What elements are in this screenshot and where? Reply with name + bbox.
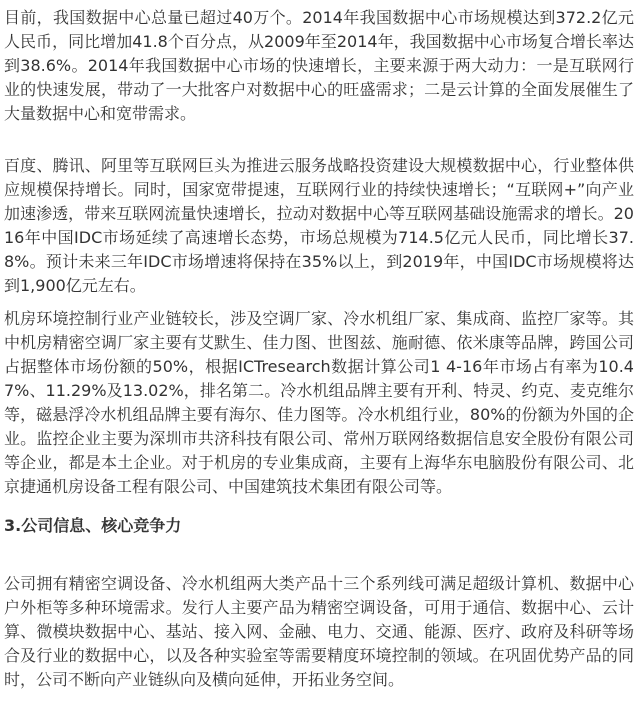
paragraph-company-products: 公司拥有精密空调设备、冷水机组两大类产品十三个系列线可满足超级计算机、数据中心户外柜等多种环境需求。发行人主要产品为精密空调设备，可用于通信、数据中心、云计算、微模块数据中心、基站、接入网、金融、电力、交通、能源、医疗、政府及科研等场合及行业的数据中心，以及各种实验室等需要精度环境控制的领域。在巩固优势产品的同时，公司不断向产业链纵向及横向延伸，开拓业务空间。 bbox=[4, 574, 634, 689]
paragraph-market-size: 目前，我国数据中心总量已超过40万个。2014年我国数据中心市场规模达到372.2亿元人民币，同比增加41.8个百分点，从2009年至2014年，我国数据中心市场复合增长率达到38.6%。2014年我国数据中心市场的快速增长，主要来源于两大动力：一是互联网行业的快速发展，带动了一大批客户对数据中心的旺盛需求；二是云计算的全面发展催生了大量数据中心和宽带需求。 bbox=[4, 8, 634, 123]
paragraph-industry-chain: 机房环境控制行业产业链较长，涉及空调厂家、冷水机组厂家、集成商、监控厂家等。其中机房精密空调厂家主要有艾默生、佳力图、世图兹、施耐德、依米康等品牌，跨国公司占据整体市场份额的50%，根据ICTresearch数据计算公司1 4-16年市场占有率为10.47%、11.29%及13.02%，排名第二。冷水机组品牌主要有开利、特灵、约克、麦克维尔等，磁悬浮冷水机组品牌主要有海尔、佳力图等。冷水机组行业，80%的份额为外国的企业。监控企业主要为深圳市共济科技有限公司、常州万联网络数据信息安全股份有限公司等企业，都是本土企业。对于机房的专业集成商，主要有上海华东电脑股份有限公司、北京捷通机房设备工程有限公司、中国建筑技术集团有限公司等。 bbox=[4, 309, 634, 496]
paragraph-idc-growth: 百度、腾讯、阿里等互联网巨头为推进云服务战略投资建设大规模数据中心，行业整体供应规模保持增长。同时，国家宽带提速，互联网行业的持续快速增长；“互联网+”向产业加速渗透，带来互联网流量快速增长，拉动对数据中心等互联网基础设施需求的增长。2016年中国IDC市场延续了高速增长态势，市场总规模为714.5亿元人民币，同比增长37.8%。预计未来三年IDC市场增速将保持在35%以上，到2019年，中国IDC市场规模将达到1,900亿元左右。 bbox=[4, 156, 634, 295]
section-heading: 3.公司信息、核心竞争力 bbox=[4, 516, 182, 535]
